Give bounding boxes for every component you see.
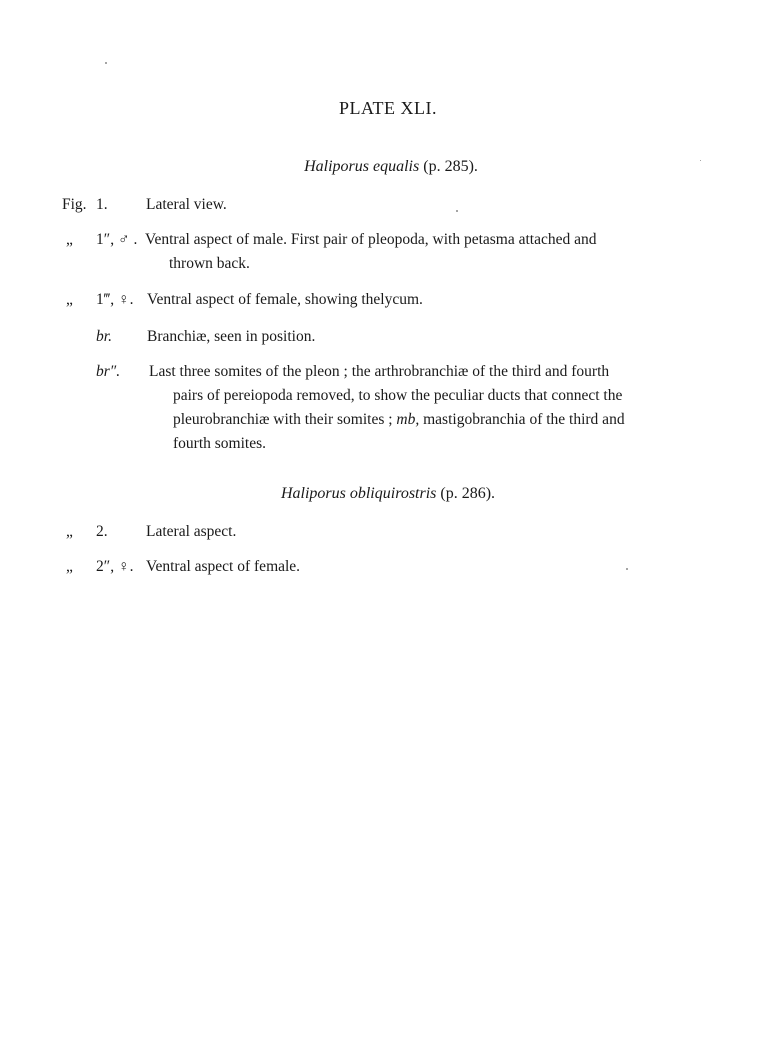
figure-entry-br bbox=[0, 325, 776, 349]
scan-speck bbox=[105, 62, 107, 64]
scan-speck bbox=[626, 568, 628, 570]
figure-label: br″. bbox=[96, 363, 121, 380]
figure-entry-1-female bbox=[0, 288, 776, 312]
figure-description: Ventral aspect of female. bbox=[146, 558, 301, 575]
abbreviation-mb: mb, bbox=[396, 411, 420, 428]
figure-number: 2. bbox=[96, 523, 108, 540]
fig-prefix: Fig. bbox=[62, 196, 87, 213]
scan-speck bbox=[700, 160, 701, 161]
figure-description: Branchiæ, seen in position. bbox=[147, 328, 316, 345]
description-line-3 bbox=[149, 408, 723, 432]
ditto-mark: „ bbox=[66, 291, 73, 308]
description-line-3b: mastigobranchia of the third and bbox=[423, 411, 625, 428]
species-name-1: Haliporus equalis bbox=[304, 158, 420, 175]
figure-number: 1″, ♂ . bbox=[96, 231, 138, 248]
figure-description: Lateral aspect. bbox=[146, 523, 237, 540]
species-page-ref-1: (p. 285). bbox=[423, 158, 478, 175]
figure-number: 2″, ♀. bbox=[96, 558, 134, 575]
ditto-mark: „ bbox=[66, 523, 73, 540]
figure-entry-1-male bbox=[0, 228, 776, 276]
species-heading-2 bbox=[0, 485, 776, 503]
figure-label: br. bbox=[96, 328, 112, 345]
description-line-1: Ventral aspect of male. First pair of pleopoda, with petasma attached and bbox=[145, 231, 597, 248]
description-line-4: fourth somites. bbox=[173, 435, 266, 452]
scan-speck bbox=[456, 210, 458, 212]
description-line-2: pairs of pereiopoda removed, to show the peculiar ducts that connect the bbox=[173, 387, 623, 404]
description-line-3a: pleurobranchiæ with their somites ; bbox=[173, 411, 393, 428]
species-page-ref-2: (p. 286). bbox=[440, 485, 496, 502]
figure-description bbox=[149, 360, 723, 456]
figure-description: Ventral aspect of female, showing thelycum. bbox=[147, 291, 423, 308]
species-name-2: Haliporus obliquirostris bbox=[280, 485, 437, 502]
figure-number: 1‴, ♀. bbox=[96, 291, 134, 308]
species-heading-1 bbox=[0, 158, 776, 176]
plate-title: PLATE XLI. bbox=[339, 98, 437, 118]
figure-entry-2-female bbox=[0, 555, 776, 579]
description-line-2: thrown back. bbox=[169, 255, 250, 272]
figure-entry-1 bbox=[0, 193, 776, 217]
figure-description: Lateral view. bbox=[146, 196, 227, 213]
ditto-mark: „ bbox=[66, 558, 73, 575]
description-line-1: Last three somites of the pleon ; the arthrobranchiæ of the third and fourth bbox=[149, 363, 610, 380]
figure-entry-2 bbox=[0, 520, 776, 544]
ditto-mark: „ bbox=[66, 231, 73, 248]
figure-description bbox=[145, 228, 723, 276]
figure-entry-br-double bbox=[0, 360, 776, 456]
figure-number: 1. bbox=[96, 196, 108, 213]
